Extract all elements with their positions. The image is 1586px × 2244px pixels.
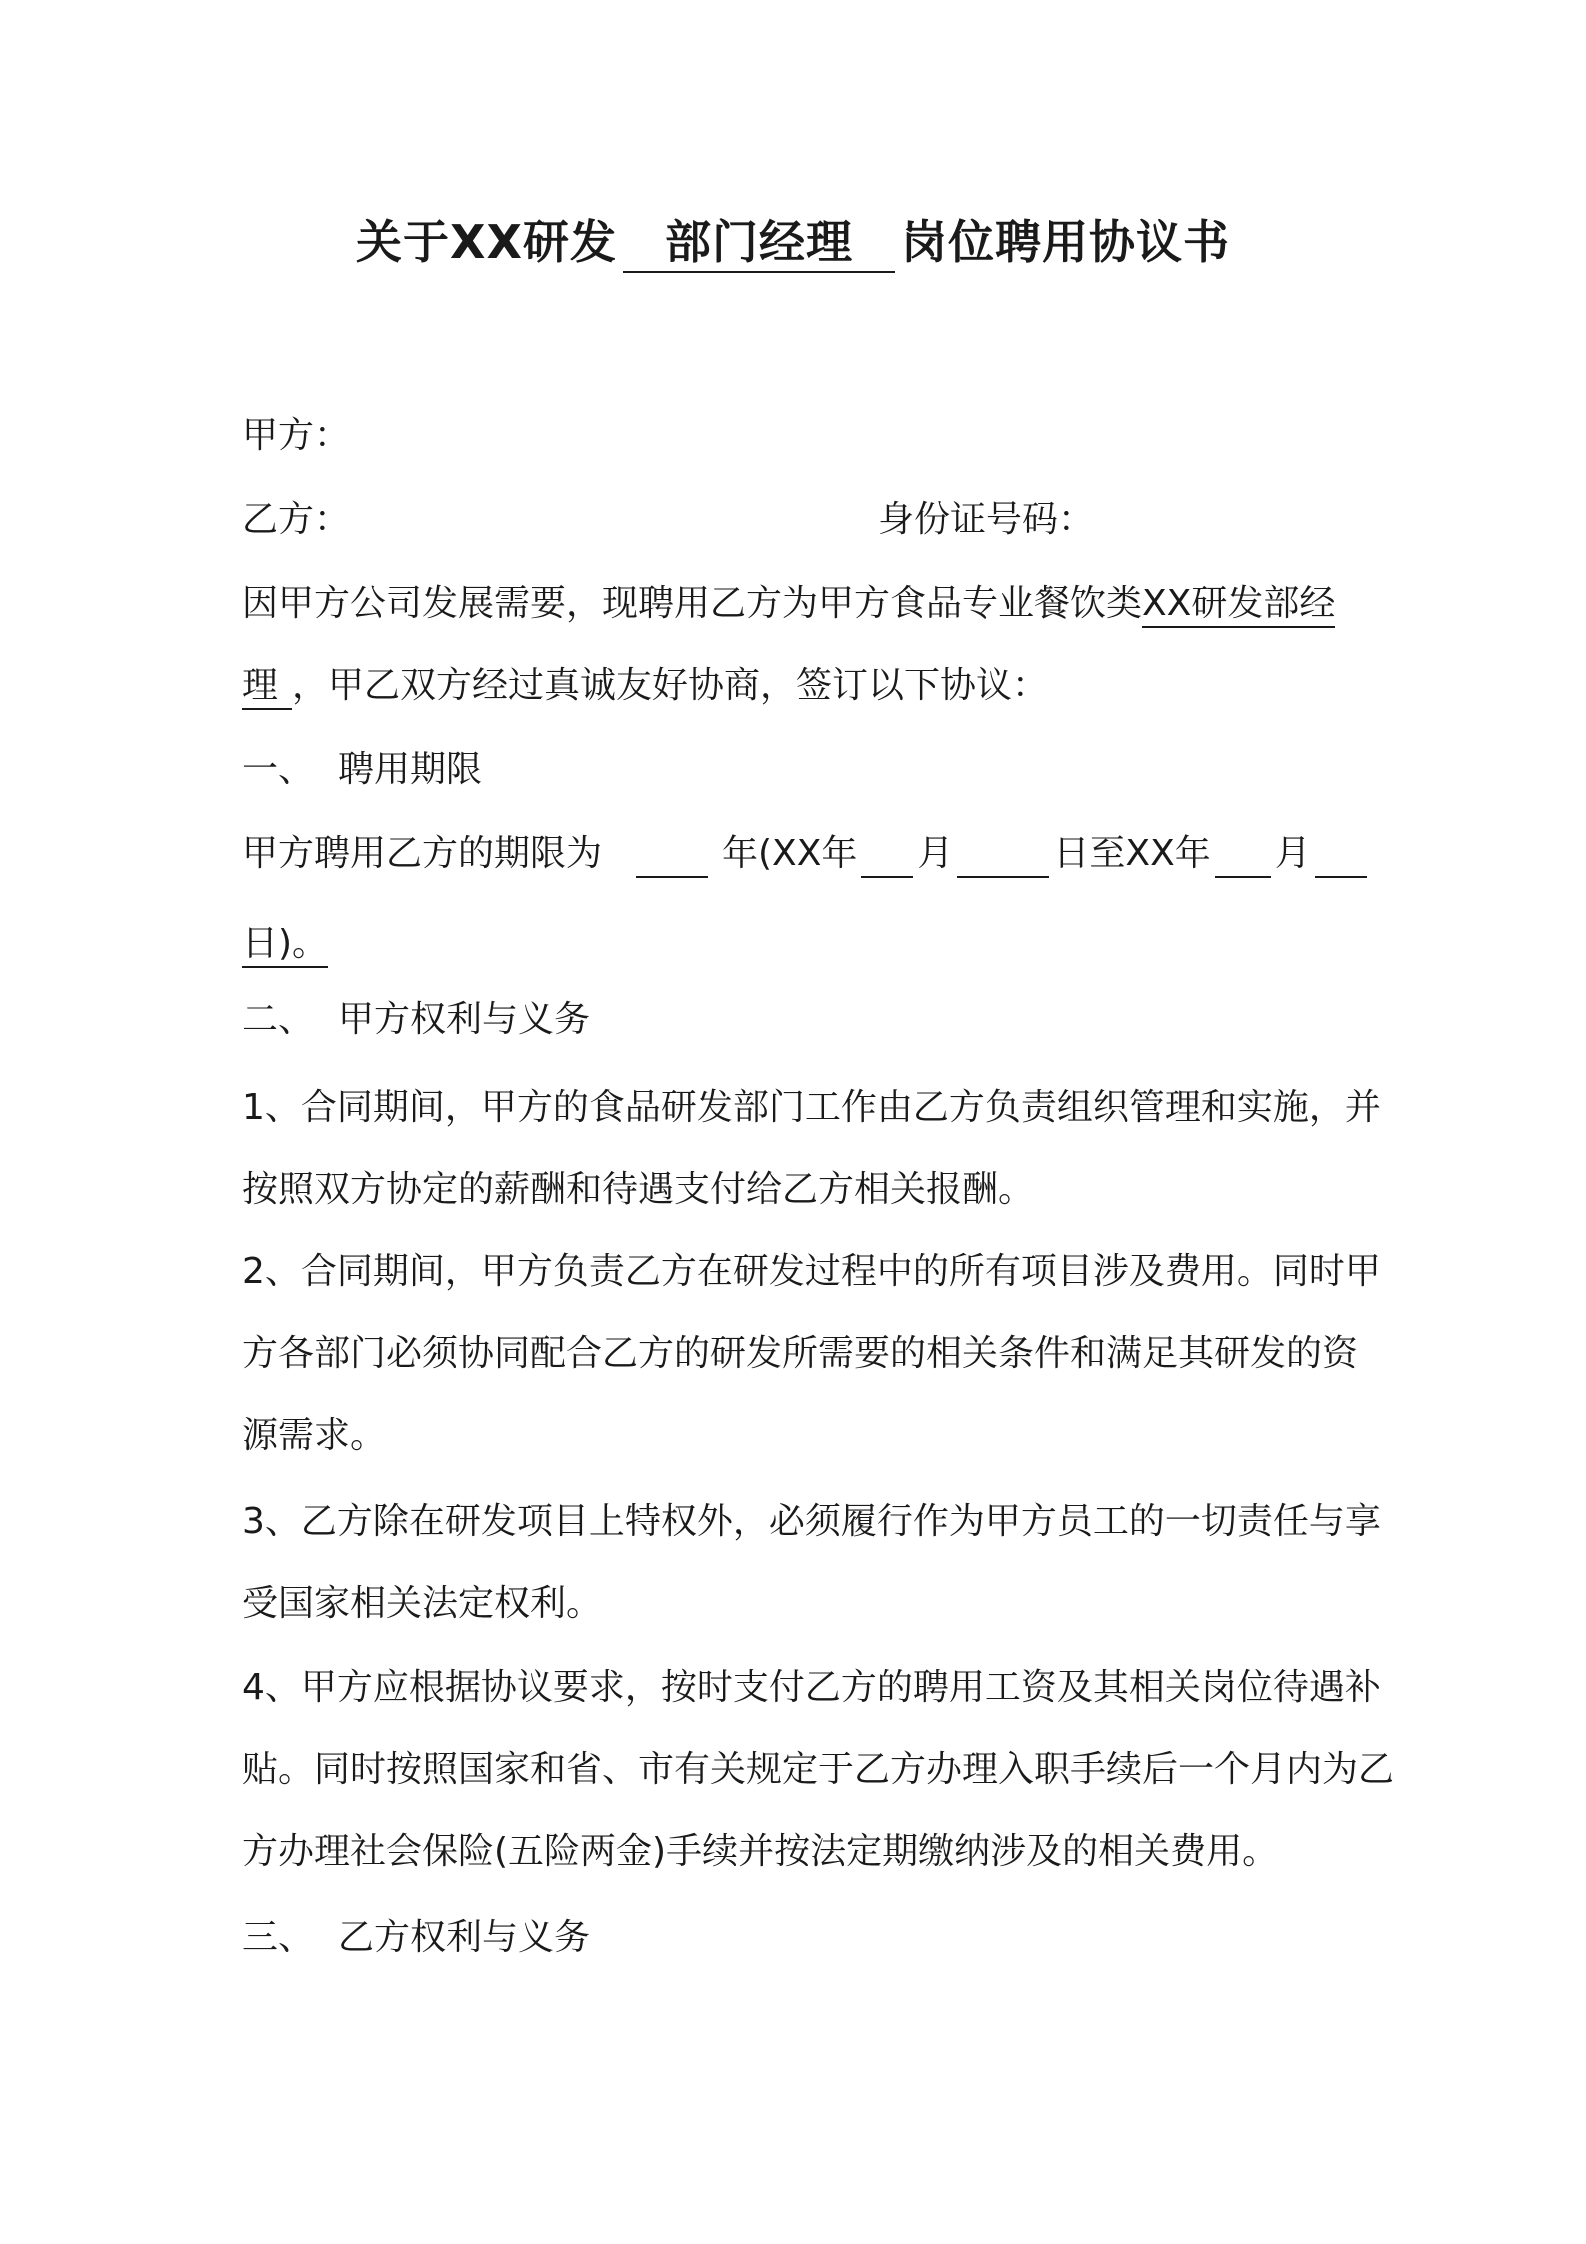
title-prefix: 关于XX研发 xyxy=(356,215,617,269)
section2-title: 甲方权利与义务 xyxy=(338,999,591,1040)
document-title xyxy=(0,212,1586,273)
clause-4-line-2: 贴。同时按照国家和省、市有关规定于乙方办理入职手续后一个月内为乙 xyxy=(242,1749,1395,1790)
section3-number: 三、 xyxy=(242,1917,315,1958)
clause-2-line-3: 源需求。 xyxy=(242,1415,387,1456)
section1-number: 一、 xyxy=(242,749,315,790)
party-a-label: 甲方： xyxy=(242,415,351,456)
section1-heading xyxy=(242,746,482,794)
clause-2-line-2: 方各部门必须协同配合乙方的研发所需要的相关条件和满足其研发的资 xyxy=(242,1333,1359,1374)
section3-title: 乙方权利与义务 xyxy=(338,1917,591,1958)
clause-3-line-2: 受国家相关法定权利。 xyxy=(242,1583,603,1624)
intro-line-1 xyxy=(242,580,1335,628)
clause-1-line-1: 1、合同期间，甲方的食品研发部门工作由乙方负责组织管理和实施，并 xyxy=(242,1087,1381,1128)
term-years-blank xyxy=(636,836,708,878)
term-start-day-blank xyxy=(957,836,1049,878)
section2-heading xyxy=(242,996,590,1044)
clause-1-line-2: 按照双方协定的薪酬和待遇支付给乙方相关报酬。 xyxy=(242,1169,1035,1210)
term-prefix: 甲方聘用乙方的期限为 xyxy=(242,833,603,874)
term-year-text: 年(XX年 xyxy=(722,833,858,874)
term-end-day-blank xyxy=(1315,836,1367,878)
party-b-line xyxy=(242,496,350,544)
id-number-label: 身份证号码： xyxy=(878,499,1095,540)
term-day-to-text: 日至XX年 xyxy=(1053,833,1211,874)
id-number-line xyxy=(878,496,1094,544)
term-end-text: 日)。 xyxy=(242,922,328,968)
clause-2-line-1: 2、合同期间，甲方负责乙方在研发过程中的所有项目涉及费用。同时甲 xyxy=(242,1251,1381,1292)
clause-3-line-1: 3、乙方除在研发项目上特权外，必须履行作为甲方员工的一切责任与享 xyxy=(242,1501,1381,1542)
intro-position-underlined-2: 理 xyxy=(242,664,292,710)
section2-number: 二、 xyxy=(242,999,315,1040)
term-start-month-blank xyxy=(861,836,913,878)
term-line-2 xyxy=(242,920,328,968)
intro-text-1: 因甲方公司发展需要，现聘用乙方为甲方食品专业餐饮类 xyxy=(242,583,1143,624)
term-month-text: 月 xyxy=(917,833,954,874)
term-line-1 xyxy=(242,830,1371,878)
intro-text-2: ，甲乙双方经过真诚友好协商，签订以下协议： xyxy=(292,665,1049,706)
title-position-blank: 部门经理 xyxy=(623,213,895,273)
intro-line-2 xyxy=(242,662,1048,710)
party-a-line xyxy=(242,412,350,460)
section3-heading xyxy=(242,1914,590,1962)
term-month2-text: 月 xyxy=(1274,833,1311,874)
intro-position-underlined-1: XX研发部经 xyxy=(1142,582,1335,628)
clause-4-line-3: 方办理社会保险(五险两金)手续并按法定期缴纳涉及的相关费用。 xyxy=(242,1831,1279,1872)
title-suffix: 岗位聘用协议书 xyxy=(900,215,1230,269)
clause-4-line-1: 4、甲方应根据协议要求，按时支付乙方的聘用工资及其相关岗位待遇补 xyxy=(242,1667,1381,1708)
party-b-label: 乙方： xyxy=(242,499,351,540)
section1-title: 聘用期限 xyxy=(338,749,483,790)
term-end-month-blank xyxy=(1215,836,1271,878)
